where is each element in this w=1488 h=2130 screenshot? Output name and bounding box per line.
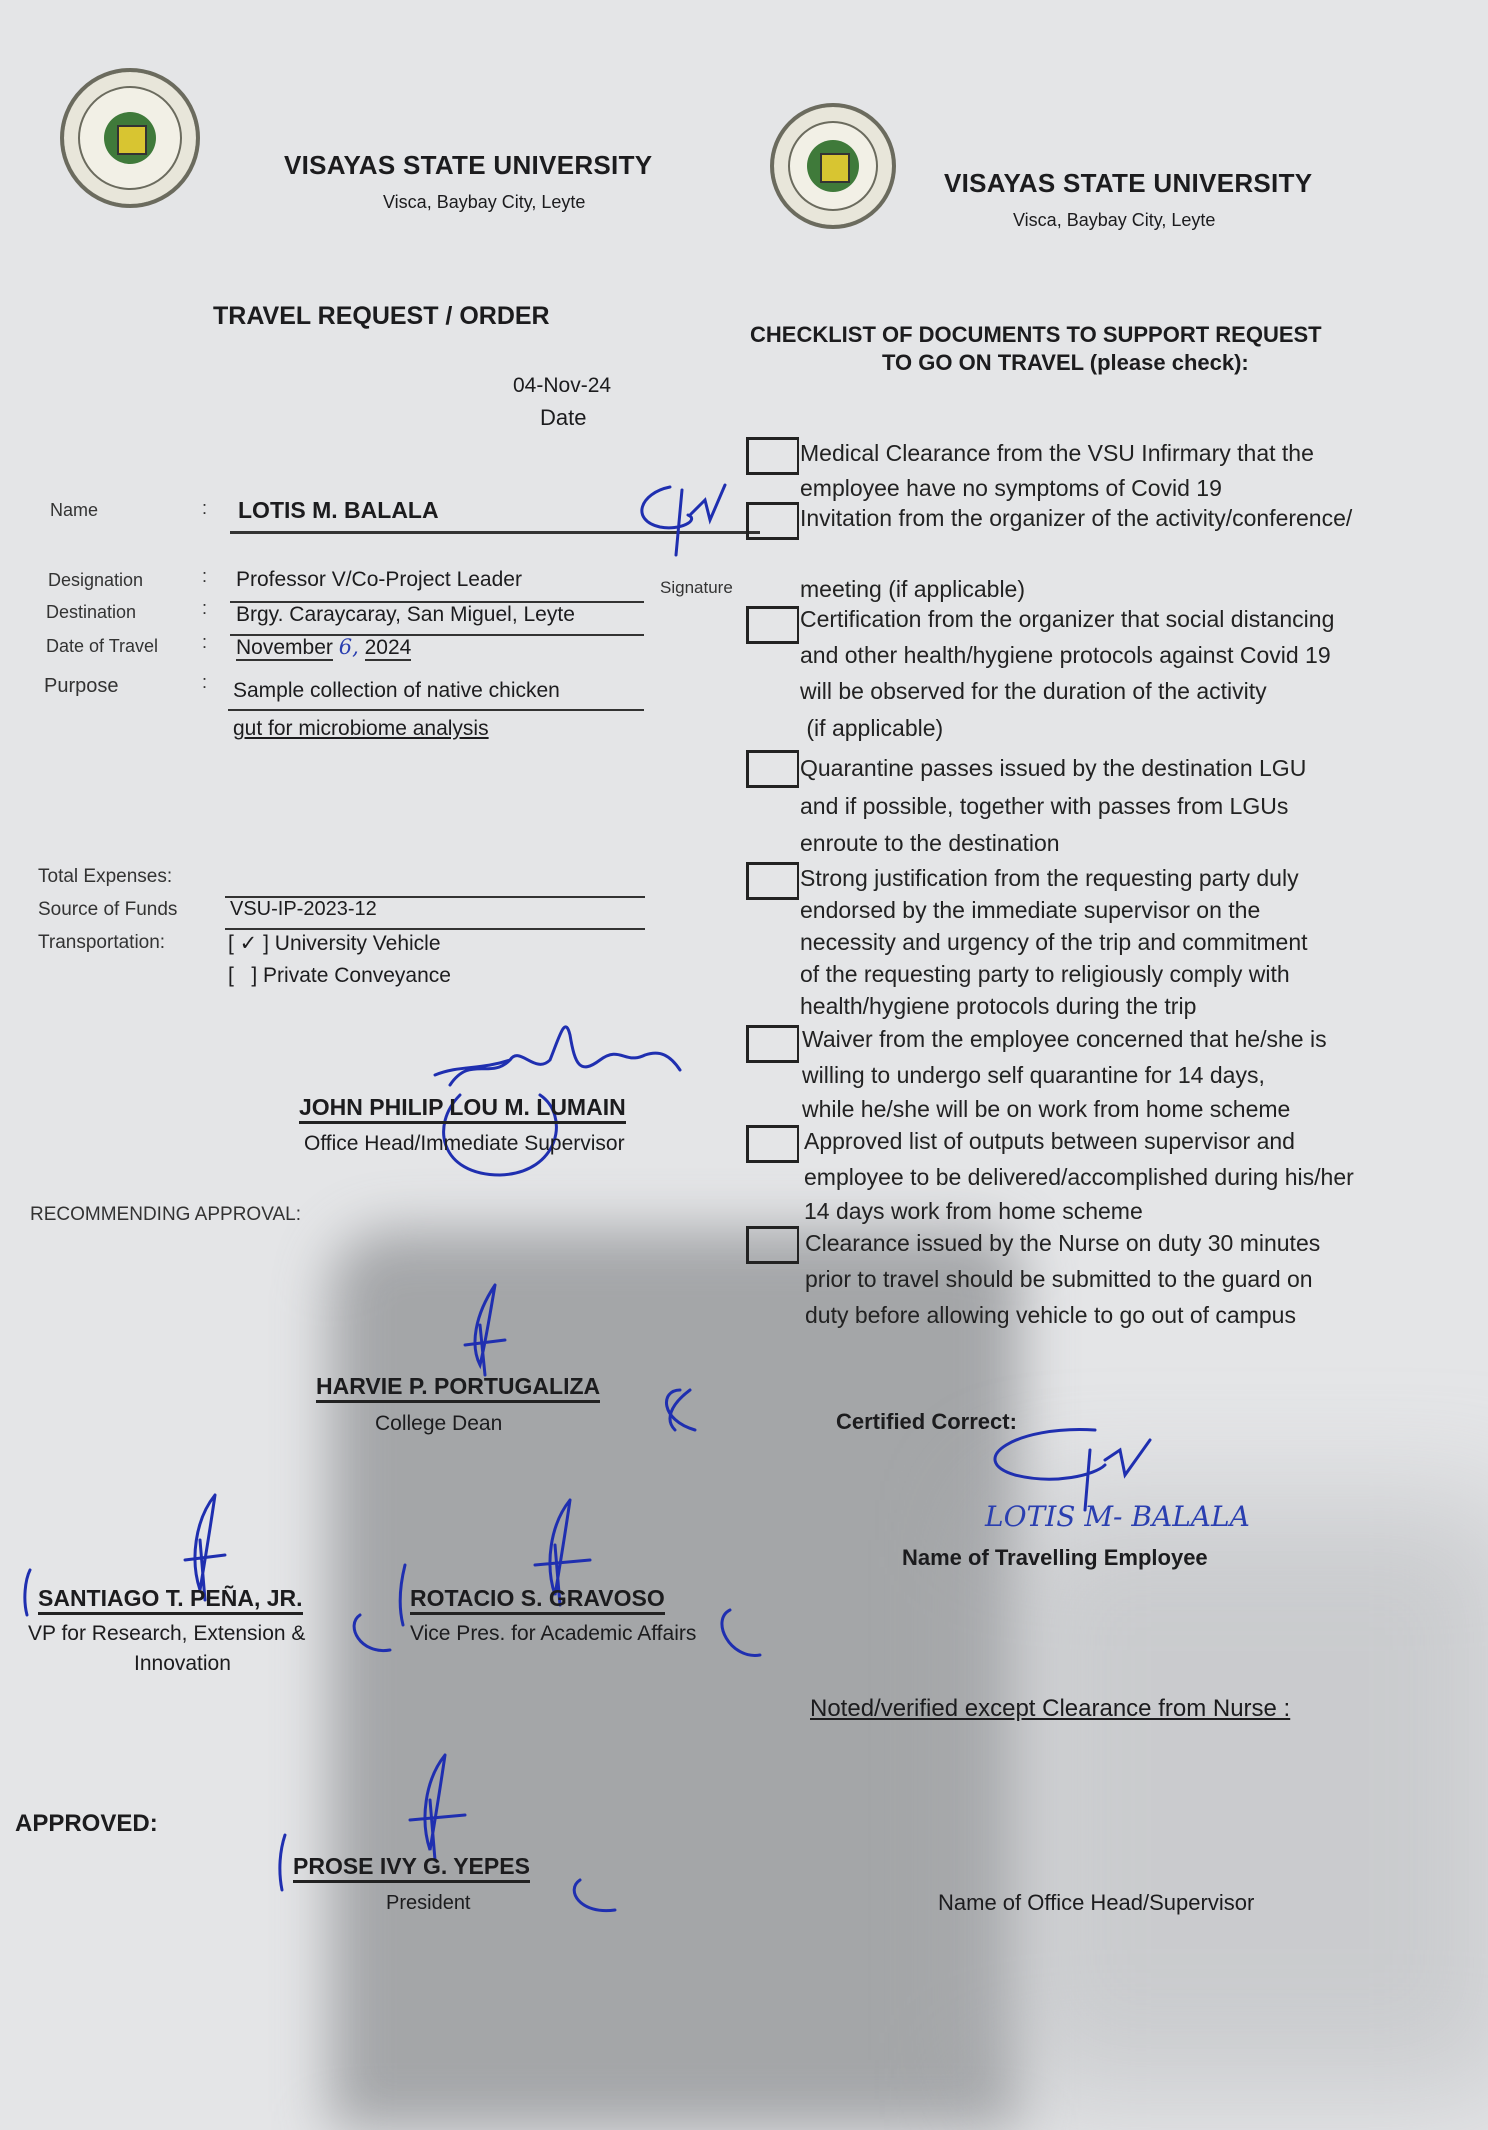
checklist-item-text: duty before allowing vehicle to go out of campus	[805, 1302, 1296, 1328]
checklist-item-text: enroute to the destination	[800, 830, 1060, 856]
president-name: PROSE IVY G. YEPES	[293, 1853, 530, 1883]
checklist-item-text: Waiver from the employee concerned that he/she is	[802, 1026, 1327, 1052]
supervisor-title: Office Head/Immediate Supervisor	[304, 1132, 625, 1155]
colon: :	[202, 498, 208, 518]
request-date: 04-Nov-24	[513, 374, 612, 397]
checklist-checkbox[interactable]	[746, 502, 799, 540]
university-address-right: Visca, Baybay City, Leyte	[1013, 210, 1216, 230]
source-of-funds-label: Source of Funds	[38, 899, 178, 920]
vp-academic-name: ROTACIO S. GRAVOSO	[410, 1585, 665, 1615]
transport-option-university-vehicle[interactable]	[228, 931, 441, 956]
checklist-item-text: will be observed for the duration of the activity	[800, 678, 1267, 704]
signature-label: Signature	[660, 578, 733, 597]
checklist-checkbox[interactable]	[746, 1025, 799, 1063]
travel-month: November	[236, 636, 333, 659]
checklist-item-text: Certification from the organizer that social distancing	[800, 606, 1335, 632]
checklist-item-text: Clearance issued by the Nurse on duty 30 minutes	[805, 1230, 1321, 1256]
option-label: University Vehicle	[274, 932, 441, 955]
university-seal-right	[770, 103, 896, 229]
dean-title: College Dean	[375, 1412, 503, 1435]
supervisor-name: JOHN PHILIP LOU M. LUMAIN	[299, 1094, 626, 1124]
travelling-employee-label: Name of Travelling Employee	[902, 1545, 1208, 1570]
option-label: Private Conveyance	[263, 964, 451, 987]
checklist-checkbox[interactable]	[746, 606, 799, 644]
university-address-left: Visca, Baybay City, Leyte	[383, 192, 586, 212]
office-head-label: Name of Office Head/Supervisor	[938, 1890, 1255, 1915]
date-of-travel-value	[236, 635, 411, 660]
recommending-approval-label: RECOMMENDING APPROVAL:	[30, 1204, 301, 1225]
colon: :	[202, 632, 208, 652]
date-label: Date	[540, 405, 587, 430]
transportation-label: Transportation:	[38, 932, 166, 953]
checklist-item-text: and if possible, together with passes from LGUs	[800, 793, 1289, 819]
checklist-item-text: health/hygiene protocols during the trip	[800, 993, 1197, 1019]
purpose-value-line2: gut for microbiome analysis	[233, 717, 489, 740]
total-expenses-label: Total Expenses:	[38, 866, 173, 887]
name-value: LOTIS M. BALALA	[238, 497, 439, 523]
dean-name: HARVIE P. PORTUGALIZA	[316, 1373, 600, 1403]
colon: :	[202, 672, 208, 692]
dean-initials	[455, 1275, 715, 1435]
destination-value: Brgy. Caraycaray, San Miguel, Leyte	[236, 603, 575, 626]
checklist-item-text: meeting (if applicable)	[800, 576, 1026, 602]
checklist-heading-line1: CHECKLIST OF DOCUMENTS TO SUPPORT REQUEST	[750, 322, 1322, 347]
university-seal-left	[60, 68, 200, 208]
certified-handwritten-name: LOTIS M- BALALA	[985, 1500, 1250, 1533]
checklist-checkbox[interactable]	[746, 750, 799, 788]
approved-label: APPROVED:	[15, 1810, 158, 1837]
colon: :	[202, 566, 208, 586]
checklist-item-text: employee have no symptoms of Covid 19	[800, 475, 1222, 501]
checklist-heading-line2: TO GO ON TRAVEL (please check):	[882, 350, 1249, 375]
transport-option-private-conveyance[interactable]	[228, 964, 451, 988]
checklist-item-text: necessity and urgency of the trip and commitment	[800, 929, 1308, 955]
purpose-value-line1: Sample collection of native chicken	[233, 679, 560, 702]
university-name-left: VISAYAS STATE UNIVERSITY	[284, 150, 653, 180]
photo-shadow	[1000, 1500, 1488, 2100]
vp-research-title-line2: Innovation	[134, 1652, 231, 1675]
university-name-right: VISAYAS STATE UNIVERSITY	[944, 168, 1313, 198]
checklist-item-text: 14 days work from home scheme	[804, 1198, 1143, 1224]
travel-day-handwritten: 6,	[338, 635, 359, 659]
checklist-item-text: employee to be delivered/accomplished during his/her	[804, 1164, 1354, 1190]
vp-research-name: SANTIAGO T. PEÑA, JR.	[38, 1585, 303, 1615]
checklist-item-text: Quarantine passes issued by the destination LGU	[800, 755, 1307, 781]
vp-academic-title: Vice Pres. for Academic Affairs	[410, 1622, 697, 1645]
noted-verified-label: Noted/verified except Clearance from Nurse :	[810, 1695, 1291, 1722]
checklist-item-text: Invitation from the organizer of the activity/conference/	[800, 505, 1353, 531]
checklist-item-text: and other health/hygiene protocols against Covid 19	[800, 642, 1331, 668]
designation-label: Designation	[48, 570, 144, 590]
certified-correct-label: Certified Correct:	[836, 1409, 1017, 1434]
vp-research-title-line1: VP for Research, Extension &	[28, 1622, 306, 1645]
source-of-funds-value: VSU-IP-2023-12	[230, 898, 377, 920]
checklist-checkbox[interactable]	[746, 1226, 799, 1264]
checklist-item-text: Strong justification from the requesting party duly	[800, 865, 1299, 891]
name-label: Name	[50, 500, 99, 520]
designation-value: Professor V/Co-Project Leader	[236, 568, 522, 591]
checklist-item-text: (if applicable)	[800, 715, 944, 741]
purpose-label: Purpose	[44, 675, 119, 697]
destination-label: Destination	[46, 602, 137, 622]
form-title: TRAVEL REQUEST / ORDER	[213, 302, 550, 330]
checklist-item-text: of the requesting party to religiously comply with	[800, 961, 1290, 987]
checklist-item-text: willing to undergo self quarantine for 14 days,	[802, 1062, 1265, 1088]
president-title: President	[386, 1892, 471, 1914]
checklist-checkbox[interactable]	[746, 437, 799, 475]
checkbox-mark: [ ]	[228, 964, 258, 987]
checklist-item-text: endorsed by the immediate supervisor on the	[800, 897, 1261, 923]
travel-year: 2024	[364, 636, 412, 659]
date-of-travel-label: Date of Travel	[46, 636, 159, 656]
checklist-checkbox[interactable]	[746, 862, 799, 900]
checklist-item-text: Medical Clearance from the VSU Infirmary that the	[800, 440, 1314, 466]
checklist-item-text: prior to travel should be submitted to the guard on	[805, 1266, 1313, 1292]
checkbox-mark: [ ✓ ]	[228, 932, 269, 955]
employee-signature	[630, 475, 750, 575]
checklist-item-text: while he/she will be on work from home scheme	[802, 1096, 1291, 1122]
colon: :	[202, 598, 208, 618]
source-of-funds-underline	[225, 928, 645, 930]
checklist-item-text: Approved list of outputs between supervisor and	[804, 1128, 1295, 1154]
purpose-underline	[228, 709, 644, 711]
checklist-checkbox[interactable]	[746, 1125, 799, 1163]
